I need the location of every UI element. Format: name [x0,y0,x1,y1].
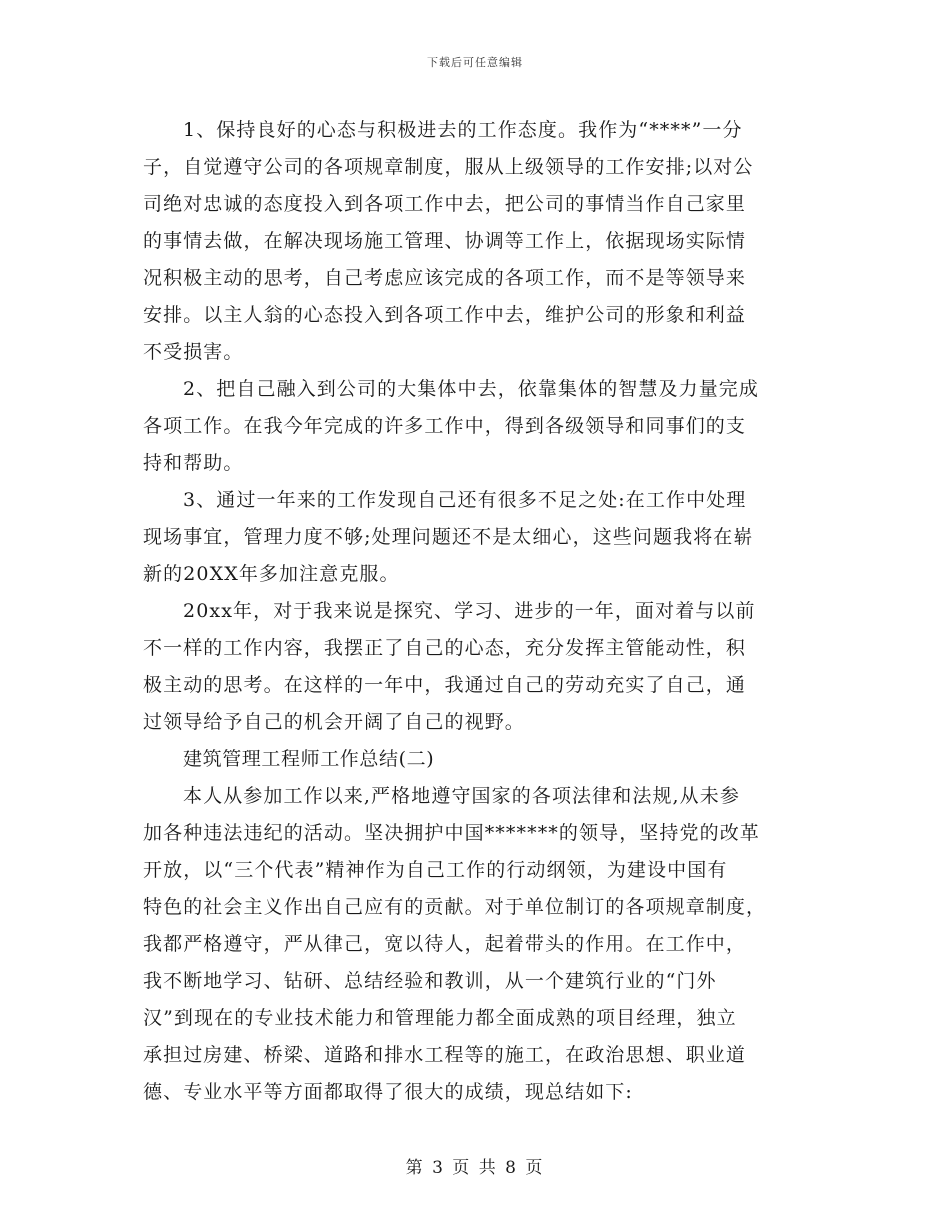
text-line: 汉”到现在的专业技术能力和管理能力都全面成熟的项目经理，独立 [143,1007,737,1029]
text-line: 特色的社会主义作出自己应有的贡献。对于单位制订的各项规章制度， [143,896,767,918]
document-body [143,112,807,1111]
text-line: 不受损害。 [143,341,244,363]
page-header: 下载后可任意编辑 [427,56,523,69]
text-line: 加各种违法违纪的活动。坚决拥护中国*******的领导，坚持党的改革 [143,822,760,844]
text-line: 开放，以“三个代表”精神作为自己工作的行动纲领，为建设中国有 [143,859,728,881]
text-line: 本人从参加工作以来,严格地遵守国家的各项法律和法规,从未参 [183,785,740,807]
text-line: 我都严格遵守，严从律己，宽以待人，起着带头的作用。在工作中， [143,933,747,955]
text-line: 安排。以主人翁的心态投入到各项工作中去，维护公司的形象和利益 [143,304,747,326]
page-footer: 第 3 页 共 8 页 [405,1158,545,1178]
text-line: 不一样的工作内容，我摆正了自己的心态，充分发挥主管能动性，积 [143,637,747,659]
text-line: 3、通过一年来的工作发现自己还有很多不足之处:在工作中处理 [183,489,747,511]
text-line: 德、专业水平等方面都取得了很大的成绩，现总结如下: [143,1081,633,1103]
text-line: 过领导给予自己的机会开阔了自己的视野。 [143,711,525,733]
text-line: 况积极主动的思考，自己考虑应该完成的各项工作，而不是等领导来 [143,267,747,289]
text-line: 2、把自己融入到公司的大集体中去，依靠集体的智慧及力量完成 [183,378,759,400]
text-line: 新的20XX年多加注意克服。 [143,563,400,585]
paragraph [143,371,807,482]
text-line: 子，自觉遵守公司的各项规章制度，服从上级领导的工作安排;以对公 [143,156,754,178]
text-line: 持和帮助。 [143,452,244,474]
text-line: 承担过房建、桥梁、道路和排水工程等的施工，在政治思想、职业道 [143,1044,747,1066]
text-line: 的事情去做，在解决现场施工管理、协调等工作上，依据现场实际情 [143,230,747,252]
text-line: 各项工作。在我今年完成的许多工作中，得到各级领导和同事们的支 [143,415,747,437]
paragraph [143,112,807,371]
text-line: 我不断地学习、钻研、总结经验和教训，从一个建筑行业的“门外 [143,970,717,992]
paragraph [143,482,807,593]
text-line: 20xx年，对于我来说是探究、学习、进步的一年，面对着与以前 [183,600,756,622]
paragraph [143,593,807,741]
text-line: 司绝对忠诚的态度投入到各项工作中去，把公司的事情当作自己家里 [143,193,747,215]
paragraph [143,778,807,1111]
section-subtitle: 建筑管理工程师工作总结(二) [183,748,435,770]
text-line: 1、保持良好的心态与积极进去的工作态度。我作为“****”一分 [183,119,743,141]
text-line: 现场事宜，管理力度不够;处理问题还不是太细心，这些问题我将在崭 [143,526,754,548]
text-line: 极主动的思考。在这样的一年中，我通过自己的劳动充实了自己，通 [143,674,747,696]
